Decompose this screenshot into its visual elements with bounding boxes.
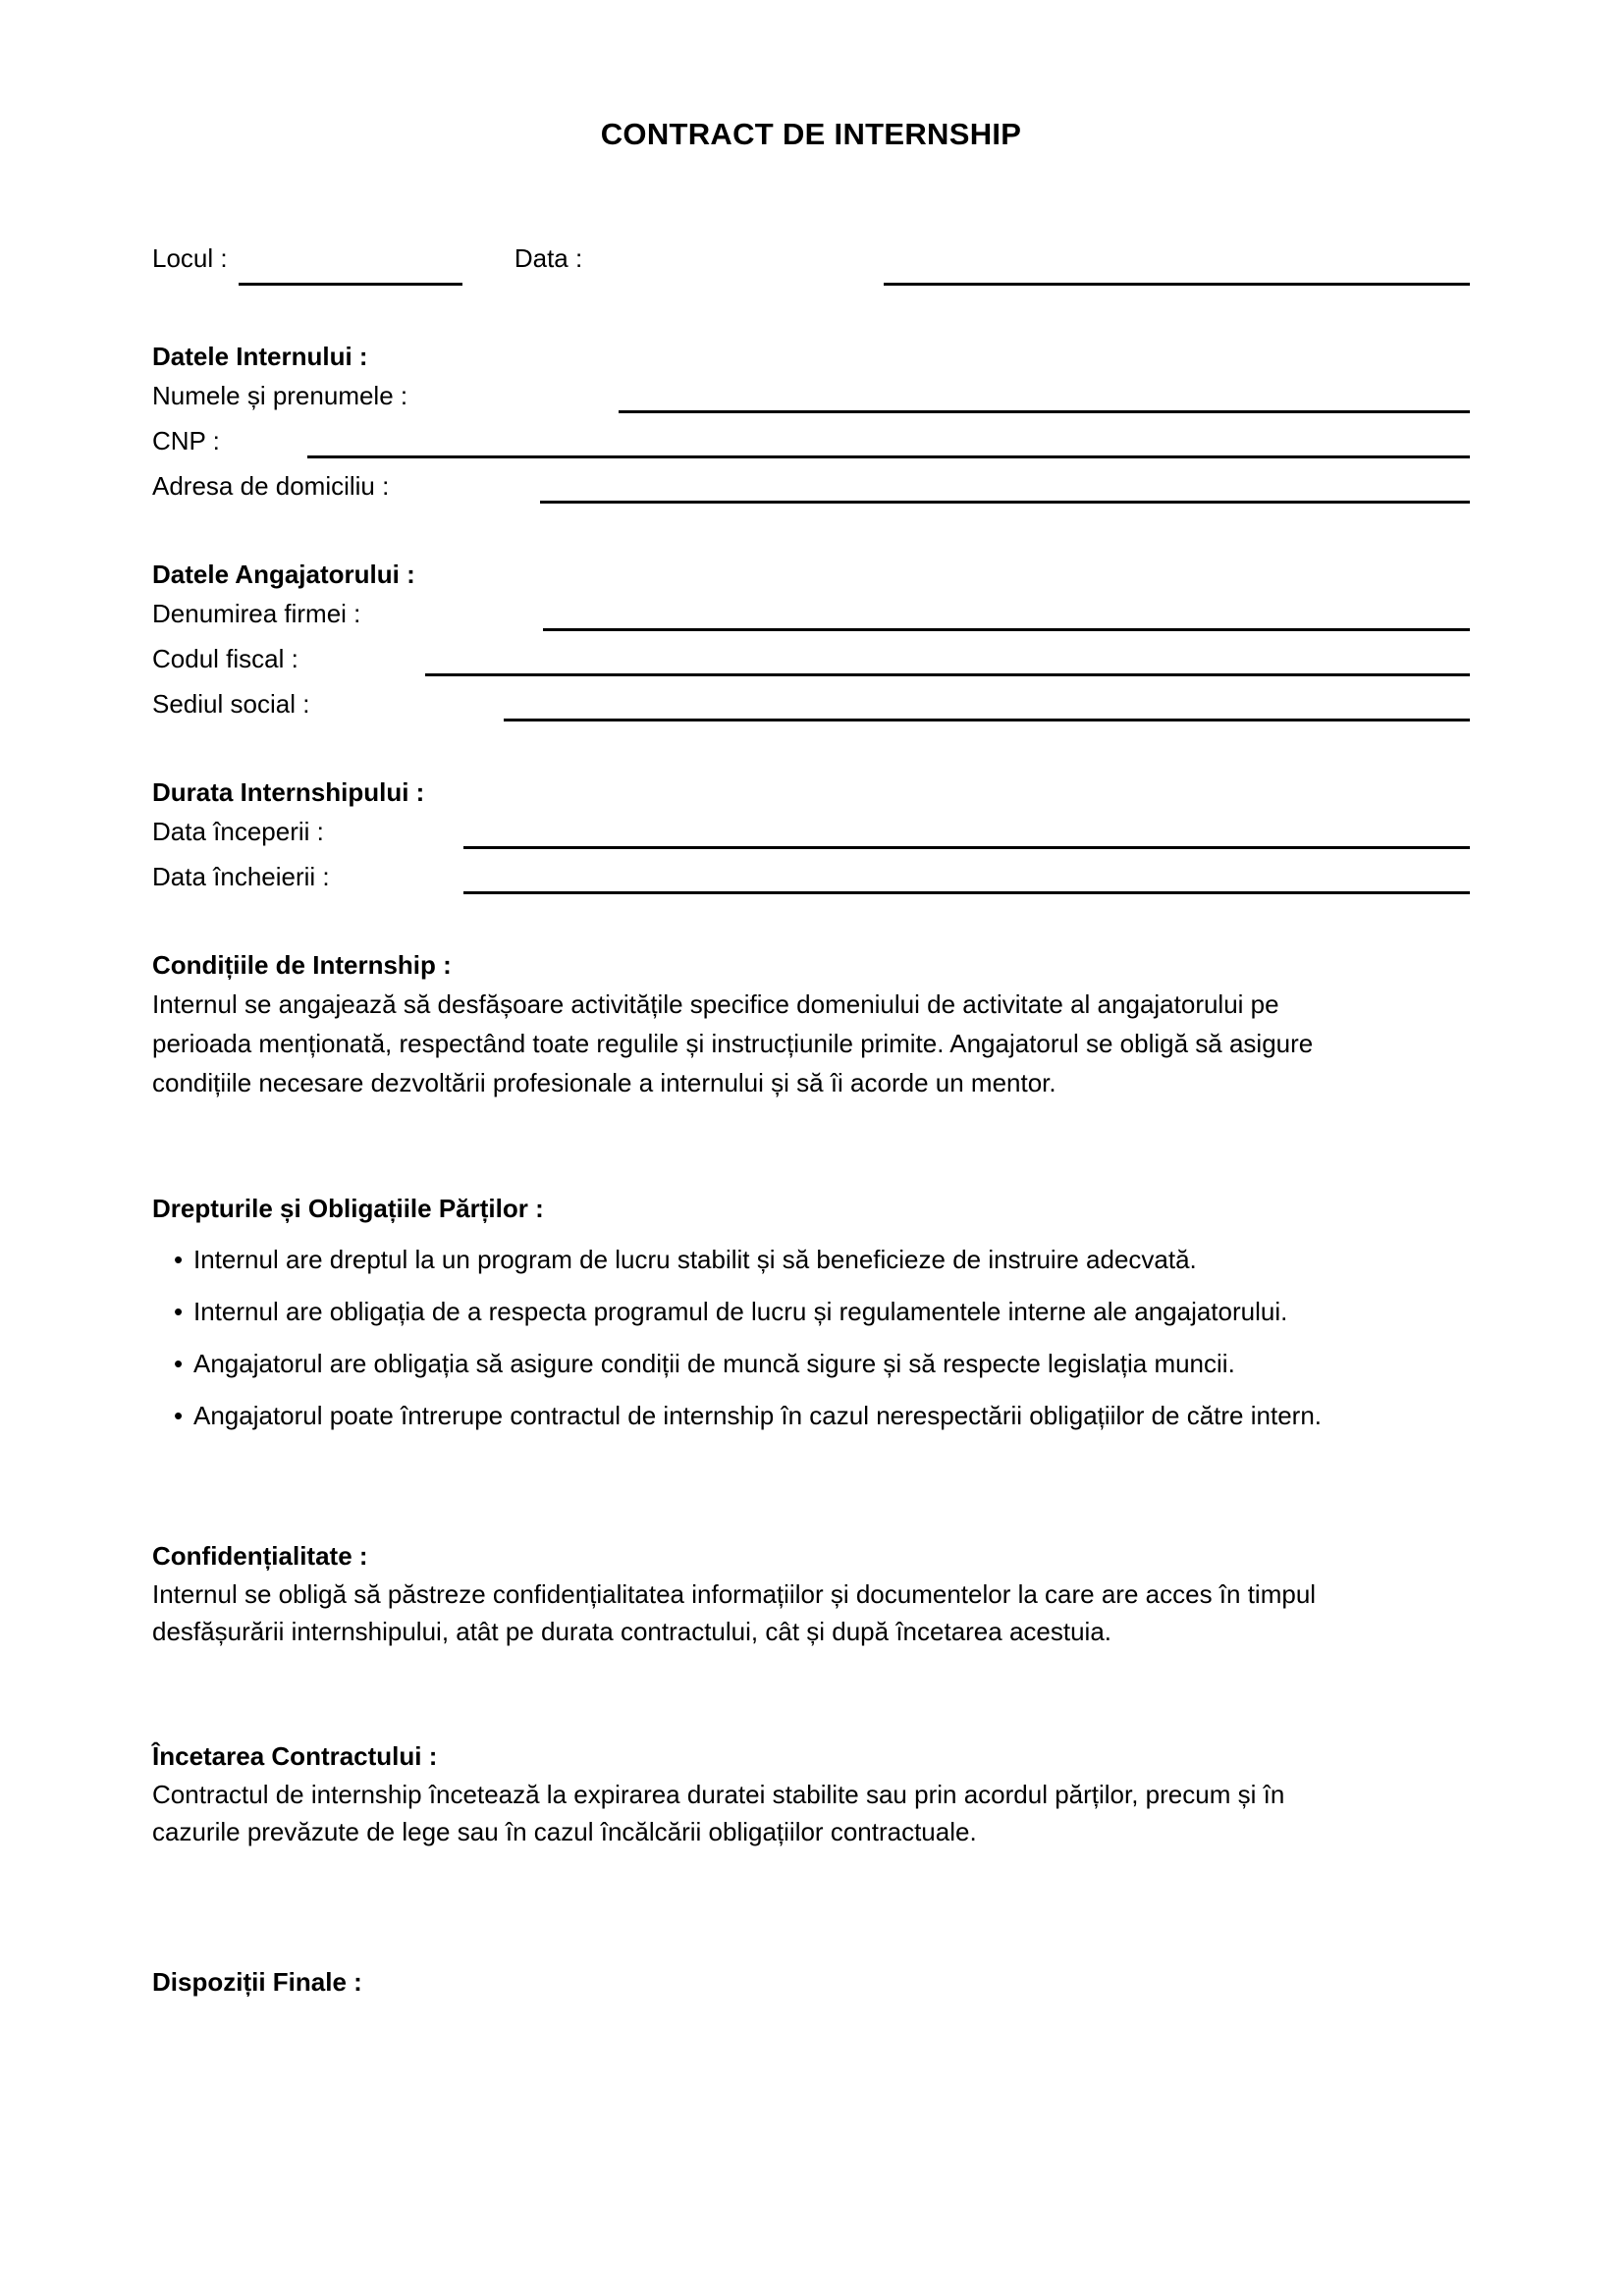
field-label-locul: Locul : (152, 243, 228, 274)
section-heading-dispozitii-finale: Dispoziții Finale : (152, 1967, 362, 1998)
section-heading-datele-internului: Datele Internului : (152, 342, 368, 372)
list-item (152, 1294, 1342, 1330)
field-rule-denumirea-firmei[interactable] (543, 628, 1470, 631)
list-item (152, 1398, 1450, 1434)
bullet-icon: • (174, 1245, 184, 1275)
page-title: CONTRACT DE INTERNSHIP (600, 117, 1022, 151)
field-rule-locul[interactable] (239, 283, 462, 286)
field-row-numele (152, 376, 1470, 421)
spacer (152, 729, 1470, 773)
field-rule-data-incheierii[interactable] (463, 891, 1470, 894)
field-label-data-inceperii: Data începerii : (152, 817, 324, 847)
field-row-sediul-social (152, 684, 1470, 729)
field-row-cnp (152, 421, 1470, 466)
list-item-label: Internul are obligația de a respecta programul de lucru și regulamentele interne ale angajatorului. (193, 1297, 1288, 1327)
field-row-data-inceperii (152, 812, 1470, 857)
field-label-codul-fiscal: Codul fiscal : (152, 644, 298, 674)
spacer (152, 1102, 1470, 1189)
field-label-data: Data : (514, 243, 583, 274)
field-rule-sediul-social[interactable] (504, 719, 1470, 721)
field-row-codul-fiscal (152, 639, 1470, 684)
paragraph-confidentialitate: Internul se obligă să păstreze confidențialitatea informațiilor și documentelor la care are acces în timpul desfășurării internshipului, atât pe durata contractului, cât și după încetarea acestuia. (152, 1579, 1317, 1647)
field-label-sediul-social: Sediul social : (152, 689, 310, 720)
field-label-numele: Numele și prenumele : (152, 381, 408, 411)
field-rule-adresa[interactable] (540, 501, 1470, 504)
spacer (152, 1850, 1470, 1937)
list-item-label: Angajatorul are obligația să asigure condiții de muncă sigure și să respecte legislația muncii. (193, 1349, 1235, 1379)
spacer (152, 294, 1470, 337)
bullet-icon: • (174, 1349, 184, 1379)
field-rule-numele[interactable] (619, 410, 1470, 413)
spacer (152, 1228, 1470, 1242)
list-item-label: Internul are dreptul la un program de lucru stabilit și să beneficieze de instruire adecvată. (193, 1245, 1197, 1275)
list-item (152, 1346, 1362, 1382)
field-label-denumirea-firmei: Denumirea firmei : (152, 599, 361, 629)
paragraph-conditii: Internul se angajează să desfășoare activitățile specifice domeniului de activitate al angajatorului pe perioada menționată, respectând toate regulile și instrucțiunile primite. Angajatorul se obligă să asigure condițiile necesare dezvoltării profesionale a internului și să îi acorde un mentor. (152, 989, 1314, 1098)
spacer (152, 902, 1470, 945)
spacer (152, 152, 1470, 239)
document-content (152, 0, 1470, 2002)
spacer (152, 1450, 1470, 1536)
field-rule-codul-fiscal[interactable] (425, 673, 1470, 676)
spacer (152, 1937, 1470, 1962)
spacer (152, 511, 1470, 555)
field-rule-data-inceperii[interactable] (463, 846, 1470, 849)
spacer (152, 1650, 1470, 1736)
list-item (152, 1242, 1465, 1278)
bullet-icon: • (174, 1401, 184, 1431)
bullet-icon: • (174, 1297, 184, 1327)
section-heading-durata-internshipului: Durata Internshipului : (152, 777, 425, 808)
section-heading-datele-angajatorului: Datele Angajatorului : (152, 560, 415, 590)
section-heading-drepturile-obligatiile: Drepturile și Obligațiile Părților : (152, 1194, 544, 1224)
header-fields-row (152, 239, 1470, 294)
field-rule-cnp[interactable] (307, 455, 1470, 458)
field-row-adresa (152, 466, 1470, 511)
paragraph-incetarea: Contractul de internship încetează la expirarea duratei stabilite sau prin acordul părților, precum și în cazurile prevăzute de lege sau în cazul încălcării obligațiilor contractuale. (152, 1780, 1285, 1847)
field-row-data-incheierii (152, 857, 1470, 902)
field-label-data-incheierii: Data încheierii : (152, 862, 330, 892)
field-label-adresa: Adresa de domiciliu : (152, 471, 390, 502)
field-row-denumirea-firmei (152, 594, 1470, 639)
section-heading-confidentialitate: Confidențialitate : (152, 1541, 368, 1572)
section-heading-conditiile-de-internship: Condițiile de Internship : (152, 950, 452, 981)
field-label-cnp: CNP : (152, 426, 220, 456)
field-rule-data[interactable] (884, 283, 1470, 286)
list-item-label: Angajatorul poate întrerupe contractul de internship în cazul nerespectării obligațiilor de către intern. (193, 1401, 1323, 1431)
section-heading-incetarea-contractului: Încetarea Contractului : (152, 1741, 438, 1772)
